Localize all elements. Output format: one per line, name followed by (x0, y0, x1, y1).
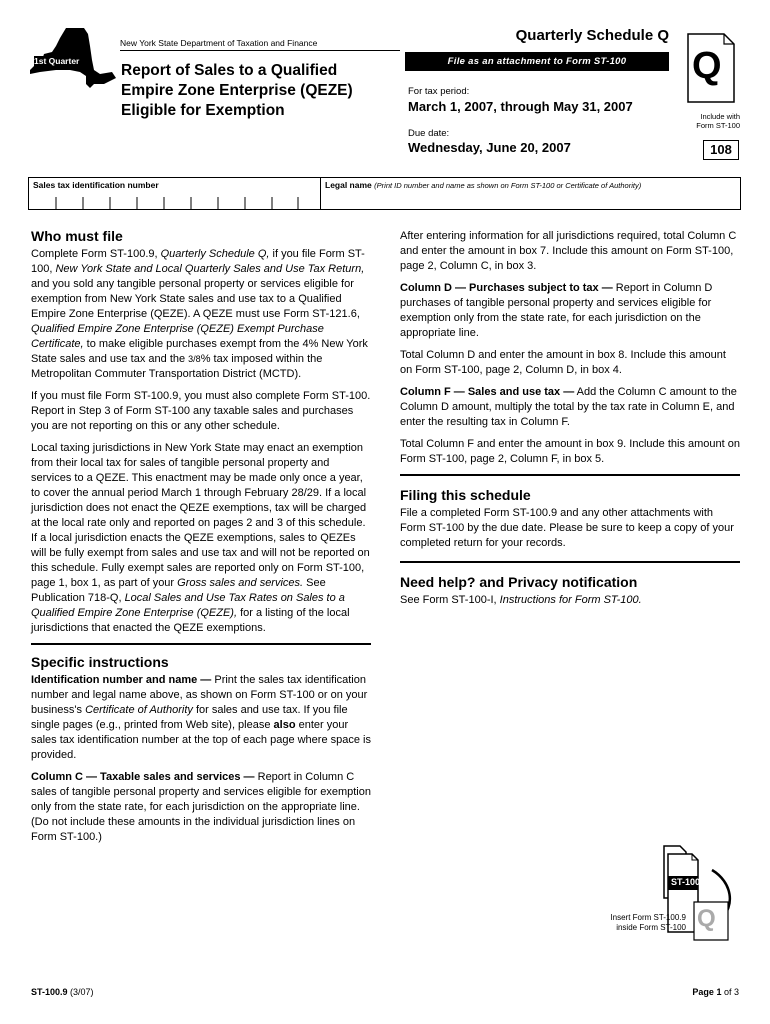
legal-name-title: Legal name (325, 180, 372, 190)
insert-note-line-1: Insert Form ST-100.9 (610, 913, 686, 922)
insert-doc-label: ST-100 (671, 877, 701, 887)
filing-paragraph: File a completed Form ST-100.9 and any other attachments with Form ST-100 by the due date. Please be sure to keep a copy of your completed return for your records. (400, 507, 734, 549)
schedule-title: Quarterly Schedule Q (515, 27, 669, 44)
include-line-2: Form ST-100 (696, 121, 740, 130)
department-name: New York State Department of Taxation and Finance (120, 38, 318, 48)
left-section-rule (31, 643, 371, 645)
right-column (400, 229, 740, 615)
st100-requirement-paragraph: If you must file Form ST-100.9, you must also complete Form ST-100. Report in Step 3 of Form ST-100 any taxable sales and purchases you are not reporting on this or any other schedule. (31, 390, 371, 432)
left-column (31, 229, 371, 852)
attachment-note: File as an attachment to Form ST-100 (405, 52, 669, 71)
who-must-file-paragraph: Complete Form ST-100.9, Quarterly Schedule Q, if you file Form ST-100, New York State and Local Quarterly Sales and Use Tax Return, and you sold any tangible personal property or services eligible for exemption from New York State sales and use tax to a Qualified Empire Zone Enterprise (QEZE). A QEZE must use Form ST-121.6, Qualified Empire Zone Enterprise (QEZE) Exempt Purchase Certificate, to make eligible purchases exempt from the 4% New York State sales and use tax and the 3/8% tax imposed within the Metropolitan Commuter Transportation District (MCTD). (31, 248, 368, 380)
include-note (682, 112, 740, 130)
legal-name-input[interactable] (322, 193, 739, 209)
insert-graphic (608, 840, 748, 950)
page-current: 1 (716, 987, 722, 997)
legal-name-hint: (Print ID number and name as shown on Form ST-100 or Certificate of Authority) (374, 181, 642, 190)
local-jurisdiction-paragraph: Local taxing jurisdictions in New York State may enact an exemption from their local tax for sales of tangible personal property and services to a QEZE. This enactment may be made only once a year, to cover the annual period March 1 through February 28/29. If a local jurisdiction does not enact the QEZE exemptions, tax will be charged at the local rate only and reported on pages 2 and 3 of this schedule. If a local jurisdiction enacts the QEZE exemptions, sales to QEZEs will be fully exempt from sales and use tax and will not be reported on this schedule. Fully exempt sales are reported only on Form ST-100, page 1, box 1, as part of your Gross sales and services. See Publication 718-Q, Local Sales and Use Tax Rates on Sales to a Qualified Empire Zone Enterprise (QEZE), for a listing of the local jurisdictions that enacted the QEZE exemptions. (31, 442, 370, 634)
column-f-total-paragraph: Total Column F and enter the amount in box 9. Include this amount on Form ST-100, page 2, Column F, in box 5. (400, 438, 740, 465)
quarter-badge: 1st Quarter (34, 56, 80, 66)
title-line-3: Eligible for Exemption (121, 102, 285, 119)
who-must-file-heading: Who must file (31, 228, 123, 244)
form-title (121, 61, 353, 121)
field-divider (320, 177, 321, 210)
insert-q-letter: Q (697, 905, 716, 932)
q-letter: Q (692, 45, 722, 87)
insert-note (598, 913, 686, 933)
id-number-instruction: Identification number and name — Print the sales tax identification number and legal name above, as shown on Form ST-100 or on your business's Certificate of Authority for sales and use tax. If you file single pages (e.g., printed from Web site), please also enter your sales tax identification number at the top of each page where space is provided. (31, 674, 371, 761)
title-line-1: Report of Sales to a Qualified (121, 62, 338, 79)
right-rule-1 (400, 474, 740, 476)
footer-form-number: ST-100.9 (31, 987, 68, 997)
footer-form-date: (3/07) (70, 987, 94, 997)
legal-name-label (325, 180, 641, 190)
sales-tax-id-input[interactable] (30, 193, 320, 209)
filing-heading: Filing this schedule (400, 487, 531, 503)
column-c-total-paragraph: After entering information for all jurisdictions required, total Column C and enter the amount in box 7. Include this amount on Form ST-100, page 2, Column C, in box 3. (400, 230, 737, 272)
title-line-2: Empire Zone Enterprise (QEZE) (121, 82, 353, 99)
page-total: of 3 (723, 987, 739, 997)
form-id-footer (31, 987, 94, 997)
tax-period: March 1, 2007, through May 31, 2007 (408, 99, 633, 114)
page-number (692, 987, 739, 997)
form-code-box: 108 (703, 140, 739, 160)
due-date: Wednesday, June 20, 2007 (408, 140, 571, 155)
column-d-total-paragraph: Total Column D and enter the amount in box 8. Include this amount on Form ST-100, page 2, Column D, in box 4. (400, 349, 726, 376)
tax-period-label: For tax period: (408, 86, 470, 97)
due-date-label: Due date: (408, 128, 450, 139)
help-paragraph: See Form ST-100-I, Instructions for Form ST-100. (400, 594, 642, 606)
include-line-1: Include with (700, 112, 740, 121)
page-word: Page (692, 987, 714, 997)
column-c-instruction: Column C — Taxable sales and services — Report in Column C sales of tangible personal property and services eligible for exemption only from the state rate, for each jurisdiction on the appropriate line. (Do not include these amounts in the individual jurisdiction lines on Form ST-100.) (31, 771, 371, 843)
column-d-instruction: Column D — Purchases subject to tax — Report in Column D purchases of tangible personal property and services eligible for exemption only from the state rate, for each jurisdiction on the appropriate line. (400, 282, 713, 339)
insert-note-line-2: inside Form ST-100 (616, 923, 686, 932)
insert-diagram-icon (608, 840, 748, 950)
header-rule (120, 50, 400, 51)
column-f-instruction: Column F — Sales and use tax — Add the Column C amount to the Column D amount, multiply the total by the tax rate in Column E, and enter the resulting tax in Column F. (400, 386, 737, 428)
right-rule-2 (400, 561, 740, 563)
specific-instructions-heading: Specific instructions (31, 654, 169, 670)
help-heading: Need help? and Privacy notification (400, 574, 638, 590)
id-digit-ticks (30, 193, 320, 209)
sales-tax-id-label: Sales tax identification number (33, 180, 159, 190)
